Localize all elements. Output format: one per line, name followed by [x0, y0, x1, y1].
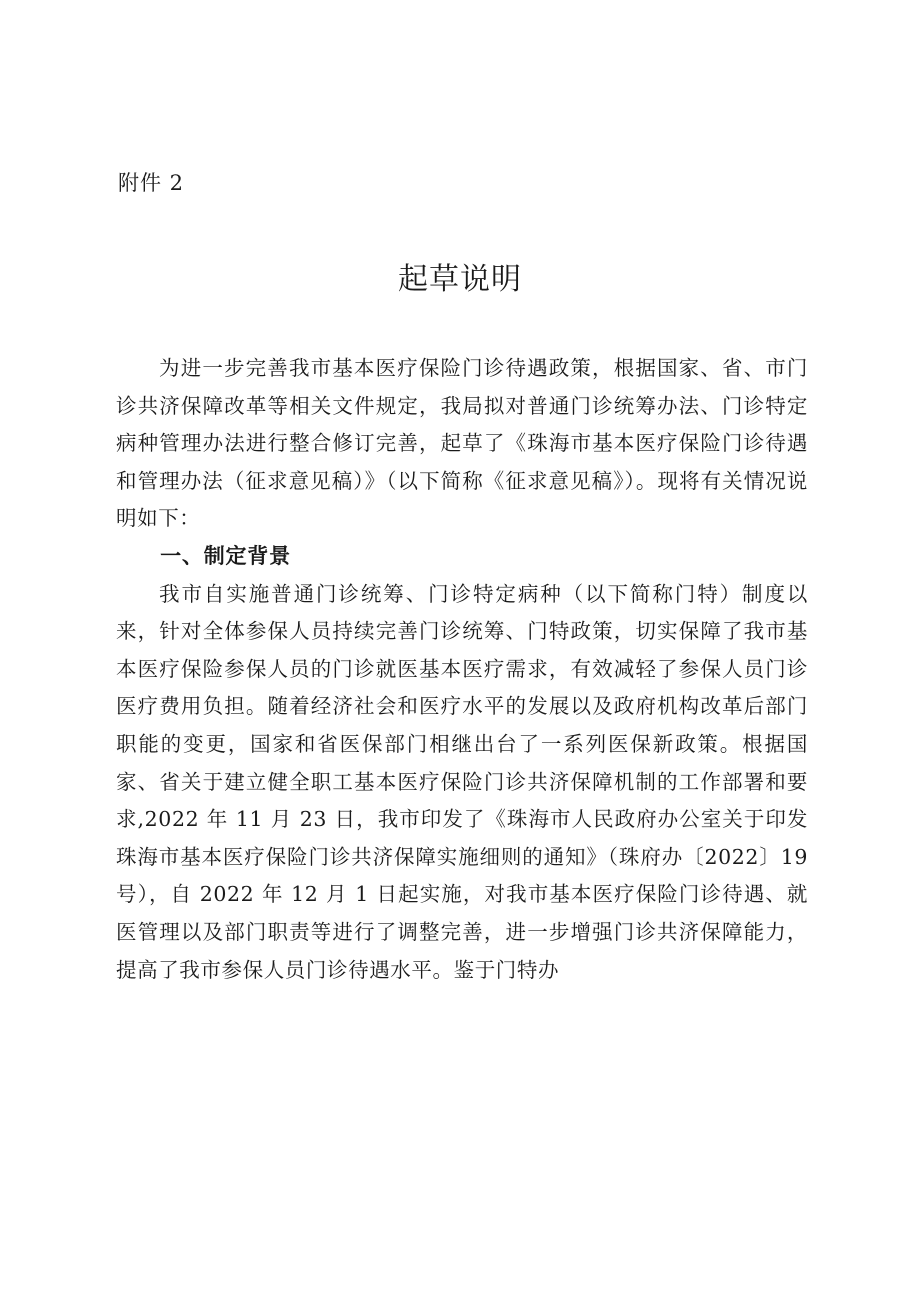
document-title: 起草说明 [398, 262, 522, 297]
background-paragraph: 我市自实施普通门诊统筹、门诊特定病种（以下简称门特）制度以来，针对全体参保人员持续完善门诊统筹、门特政策，切实保障了我市基本医疗保险参保人员的门诊就医基本医疗需求，有效减轻了参保人员门诊医疗费用负担。随着经济社会和医疗水平的发展以及政府机构改革后部门职能的变更，国家和省医保部门相继出台了一系列医保新政策。根据国家、省关于建立健全职工基本医疗保险门诊共济保障机制的工作部署和要求,2022 年 11 月 23 日，我市印发了《珠海市人民政府办公室关于印发珠海市基本医疗保险门诊共济保障实施细则的通知》（珠府办〔2022〕19 号），自 2022 年 12 月 1 日起实施，对我市基本医疗保险门诊待遇、就医管理以及部门职责等进行了调整完善，进一步增强门诊共济保障能力，提高了我市参保人员门诊待遇水平。鉴于门特办 [116, 581, 808, 982]
document-body [116, 350, 808, 989]
attachment-label: 附件 2 [118, 171, 185, 195]
section-heading-background: 一、制定背景 [160, 543, 291, 568]
intro-paragraph: 为进一步完善我市基本医疗保险门诊待遇政策，根据国家、省、市门诊共济保障改革等相关文件规定，我局拟对普通门诊统筹办法、门诊特定病种管理办法进行整合修订完善，起草了《珠海市基本医疗保险门诊待遇和管理办法（征求意见稿）》（以下简称《征求意见稿》）。现将有关情况说明如下： [116, 356, 808, 531]
